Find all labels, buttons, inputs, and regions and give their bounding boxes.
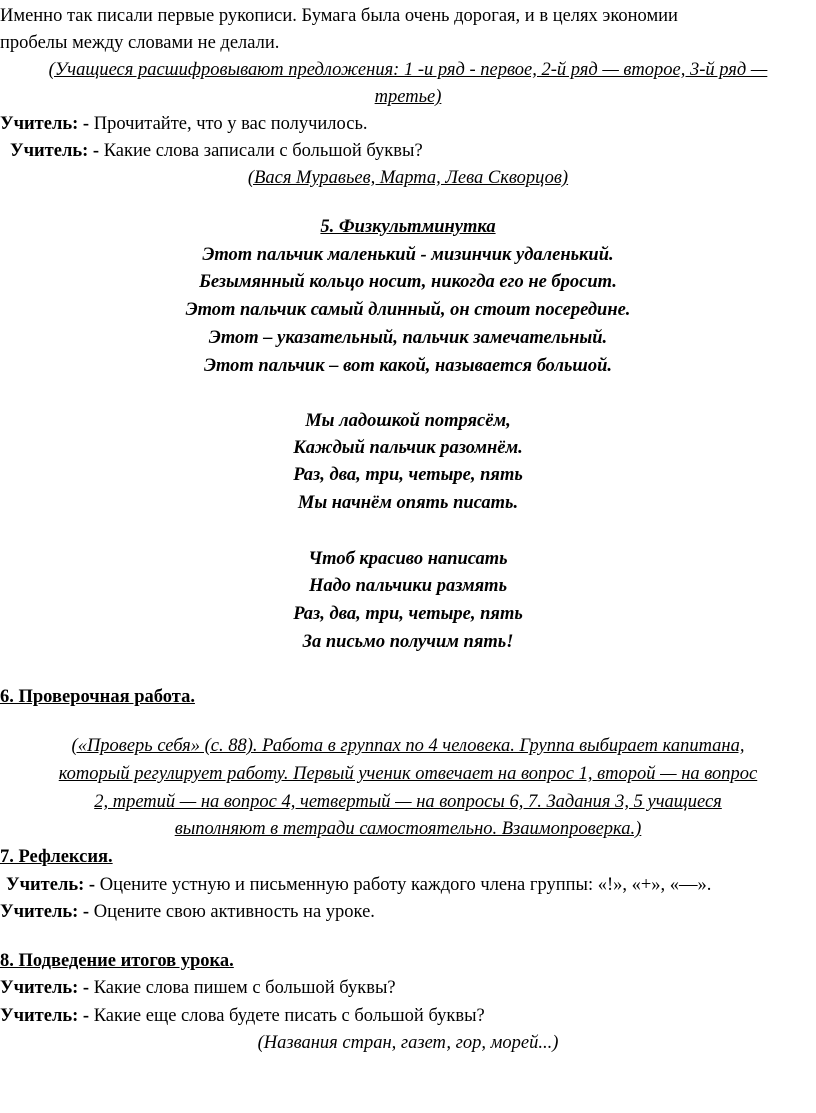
poem-line: Раз, два, три, четыре, пять	[293, 604, 523, 624]
poem-line: Этот – указательный, пальчик замечательный.	[208, 328, 608, 348]
section-6-title: 6. Проверочная работа.	[0, 687, 195, 707]
teacher-question: Оцените устную и письменную работу каждого члена группы: «!», «+», «—».	[95, 875, 712, 895]
poem-line: Этот пальчик – вот какой, называется большой.	[203, 356, 612, 376]
teacher-label: Учитель: -	[0, 1006, 90, 1026]
section-7-title: 7. Рефлексия.	[0, 847, 113, 867]
section-5-title: 5. Физкультминутка	[320, 217, 496, 237]
teacher-label: Учитель: -	[0, 902, 90, 922]
section-6-note-line: выполняют в тетради самостоятельно. Взаимопроверка.)	[174, 819, 642, 839]
answer-capitalized-names: (Названия стран, газет, гор, морей...)	[257, 1033, 559, 1053]
section-6-note-line: который регулирует работу. Первый ученик отвечает на вопрос 1, второй — на вопрос	[58, 764, 758, 784]
teacher-question: Какие слова пишем с большой буквы?	[89, 978, 396, 998]
teacher-question: Какие слова записали с большой буквы?	[99, 141, 423, 161]
students-note-line-2: третье)	[374, 87, 442, 107]
intro-line-2: пробелы между словами не делали.	[0, 33, 280, 53]
section-6-note-line: («Проверь себя» (с. 88). Работа в группах по 4 человека. Группа выбирает капитана,	[71, 736, 745, 756]
teacher-dialog-1	[0, 112, 816, 136]
poem-line: Надо пальчики размять	[308, 576, 508, 596]
teacher-question: Прочитайте, что у вас получилось.	[89, 114, 368, 134]
poem-line: Каждый пальчик разомнём.	[293, 438, 523, 458]
section-8-title: 8. Подведение итогов урока.	[0, 951, 234, 971]
poem-line: Раз, два, три, четыре, пять	[293, 465, 523, 485]
poem-line: Этот пальчик маленький - мизинчик удаленький.	[202, 245, 614, 265]
teacher-dialog-reflection-1	[6, 873, 816, 897]
teacher-label: Учитель: -	[10, 141, 100, 161]
teacher-dialog-2	[10, 139, 816, 163]
intro-line-1: Именно так писали первые рукописи. Бумага была очень дорогая, и в целях экономии	[0, 6, 678, 26]
answer-names: (Вася Муравьев, Марта, Лева Скворцов)	[247, 168, 569, 188]
poem-line: Этот пальчик самый длинный, он стоит посередине.	[185, 300, 631, 320]
teacher-question: Оцените свою активность на уроке.	[89, 902, 375, 922]
section-6-note-line: 2, третий — на вопрос 4, четвертый — на вопросы 6, 7. Задания 3, 5 учащиеся	[94, 792, 722, 812]
poem-line: Чтоб красиво написать	[308, 549, 508, 569]
teacher-label: Учитель: -	[0, 114, 90, 134]
poem-line: Мы начнём опять писать.	[297, 493, 519, 513]
teacher-dialog-summary-2	[0, 1004, 816, 1028]
poem-line: Безымянный кольцо носит, никогда его не бросит.	[199, 272, 617, 292]
teacher-label: Учитель: -	[6, 875, 96, 895]
teacher-label: Учитель: -	[0, 978, 90, 998]
teacher-dialog-summary-1	[0, 976, 816, 1000]
teacher-dialog-reflection-2	[0, 900, 816, 924]
students-note-line-1: (Учащиеся расшифровывают предложения: 1 -и ряд - первое, 2-й ряд — второе, 3-й ряд —	[48, 60, 768, 80]
poem-line: Мы ладошкой потрясём,	[305, 411, 511, 431]
poem-line: За письмо получим пять!	[302, 632, 514, 652]
teacher-question: Какие еще слова будете писать с большой буквы?	[89, 1006, 485, 1026]
